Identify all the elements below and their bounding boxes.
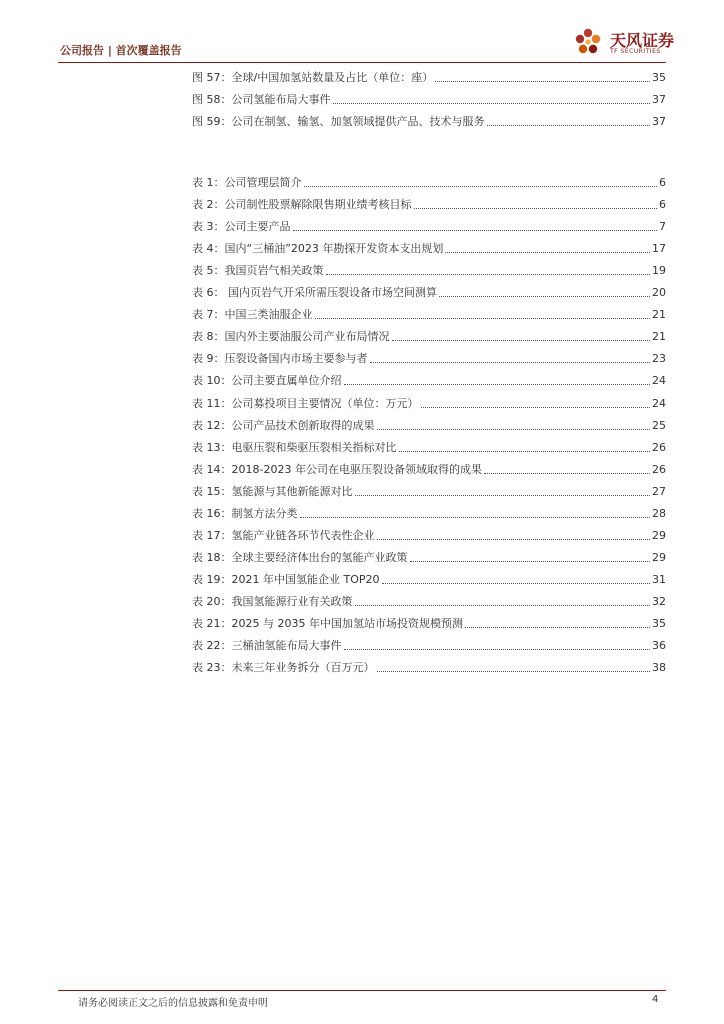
- toc-entry-page: 26: [652, 462, 666, 476]
- toc-entry-label: 表 12：公司产品技术创新取得的成果: [192, 418, 375, 432]
- toc-entry-label: 表 5：我国页岩气相关政策: [192, 264, 324, 278]
- toc-entry-page: 29: [652, 528, 666, 542]
- toc-entry-page: 28: [652, 506, 666, 520]
- toc-entry[interactable]: [192, 370, 666, 388]
- toc-entry-page: 37: [652, 93, 666, 106]
- leader-dots: [333, 102, 651, 104]
- toc-entry-label: 表 10：公司主要直属单位介绍: [192, 374, 342, 388]
- toc-entry-page: 36: [652, 639, 666, 653]
- leader-dots: [377, 428, 651, 430]
- toc-entry-label: 表 1：公司管理层简介: [192, 176, 302, 189]
- toc-entry[interactable]: [192, 67, 666, 85]
- toc-entry-label: 表 4：国内“三桶油”2023 年勘探开发资本支出规划: [192, 242, 444, 256]
- toc-entry-page: 20: [652, 286, 666, 300]
- toc-entry[interactable]: [192, 525, 666, 543]
- toc-entry-page: 35: [652, 71, 666, 84]
- toc-entry[interactable]: [192, 415, 666, 433]
- toc-entry-page: 32: [652, 594, 666, 608]
- page-number: 4: [652, 994, 659, 1005]
- toc-entry[interactable]: [192, 260, 666, 278]
- brand-subtitle: TF SECURITIES: [610, 48, 661, 55]
- toc-entry-page: 7: [659, 220, 666, 234]
- header-divider: [58, 62, 666, 63]
- leader-dots: [484, 472, 650, 474]
- header-left-text: 公司报告 | 首次覆盖报告: [60, 44, 182, 57]
- toc-entry-label: 表 7：中国三类油服企业: [192, 308, 313, 322]
- toc-entry[interactable]: [192, 111, 666, 129]
- toc-entry[interactable]: [192, 304, 666, 322]
- toc-entry[interactable]: [192, 657, 666, 675]
- toc-entry[interactable]: [192, 393, 666, 411]
- toc-entry[interactable]: [192, 89, 666, 107]
- leader-dots: [326, 273, 651, 275]
- toc-entry-label: 表 2：公司制性股票解除限售期业绩考核目标: [192, 198, 412, 212]
- toc-entry[interactable]: [192, 216, 666, 234]
- footer-divider: [58, 990, 666, 991]
- toc-entry-label: 表 22：三桶油氢能布局大事件: [192, 639, 342, 653]
- toc-entry-label: 表 8：国内外主要油服公司产业布局情况: [192, 330, 390, 344]
- toc-entry-label: 表 21：2025 与 2035 年中国加氢站市场投资规模预测: [192, 617, 463, 630]
- toc-entry-label: 图 57：全球/中国加氢站数量及占比（单位：座）: [192, 71, 434, 84]
- toc-entry-page: 21: [652, 308, 666, 322]
- toc-entry-page: 29: [652, 550, 666, 564]
- toc-entry-label: 表 11：公司募投项目主要情况（单位：万元）: [192, 396, 419, 410]
- toc-entry-label: 表 17：氢能产业链各环节代表性企业: [192, 528, 375, 542]
- toc-entry-page: 38: [652, 661, 666, 675]
- toc-entry-label: 表 6： 国内页岩气开采所需压裂设备市场空间测算: [192, 286, 437, 300]
- toc-entry-label: 表 23：未来三年业务拆分（百万元）: [192, 661, 375, 675]
- toc-entry-label: 图 58：公司氢能布局大事件: [192, 93, 331, 106]
- toc-entry-page: 24: [652, 374, 666, 388]
- leader-dots: [377, 670, 651, 672]
- toc-entry[interactable]: [192, 547, 666, 565]
- leader-dots: [355, 604, 651, 606]
- toc-entry[interactable]: [192, 635, 666, 653]
- leader-dots: [487, 124, 651, 126]
- toc-entry-page: 21: [652, 330, 666, 344]
- leader-dots: [414, 207, 658, 209]
- toc-entry-label: 表 15：氢能源与其他新能源对比: [192, 484, 353, 498]
- leader-dots: [300, 516, 651, 518]
- leader-dots: [399, 450, 651, 452]
- toc-entry-label: 图 59：公司在制氢、输氢、加氢领域提供产品、技术与服务: [192, 115, 485, 128]
- toc-entry-page: 27: [652, 484, 666, 498]
- toc-entry[interactable]: [192, 326, 666, 344]
- toc-entry-page: 23: [652, 352, 666, 366]
- toc-entry-page: 35: [652, 617, 666, 630]
- toc-entry-page: 6: [659, 198, 666, 212]
- toc-entry-page: 37: [652, 115, 666, 128]
- brand-name: 天风证券: [610, 31, 675, 50]
- toc-entry[interactable]: [192, 459, 666, 477]
- toc-entry-label: 表 14：2018-2023 年公司在电驱压裂设备领域取得的成果: [192, 462, 482, 476]
- flower-icon: [576, 29, 600, 53]
- leader-dots: [392, 339, 651, 341]
- leader-dots: [382, 582, 651, 584]
- toc-entry-page: 6: [659, 176, 666, 189]
- toc-entry[interactable]: [192, 238, 666, 256]
- leader-dots: [439, 295, 650, 297]
- leader-dots: [344, 383, 651, 385]
- leader-dots: [465, 626, 650, 628]
- toc-entry[interactable]: [192, 591, 666, 609]
- leader-dots: [377, 538, 651, 540]
- toc-entry-label: 表 13：电驱压裂和柴驱压裂相关指标对比: [192, 440, 397, 454]
- toc-entry-page: 25: [652, 418, 666, 432]
- leader-dots: [304, 185, 658, 187]
- toc-entry[interactable]: [192, 194, 666, 212]
- toc-entry-label: 表 18：全球主要经济体出台的氢能产业政策: [192, 550, 408, 564]
- toc-entry-label: 表 9：压裂设备国内市场主要参与者: [192, 352, 368, 366]
- leader-dots: [410, 560, 651, 562]
- toc-entry-label: 表 19：2021 年中国氢能企业 TOP20: [192, 572, 380, 586]
- toc-entry-page: 24: [652, 396, 666, 410]
- toc-entry-page: 17: [652, 242, 666, 256]
- toc-entry[interactable]: [192, 282, 666, 300]
- leader-dots: [293, 229, 658, 231]
- toc-entry[interactable]: [192, 569, 666, 587]
- toc-entry-label: 表 16：制氢方法分类: [192, 506, 298, 520]
- toc-entry[interactable]: [192, 613, 666, 631]
- leader-dots: [370, 361, 651, 363]
- leader-dots: [344, 648, 651, 650]
- leader-dots: [421, 406, 651, 408]
- toc-entry[interactable]: [192, 437, 666, 455]
- leader-dots: [355, 494, 651, 496]
- toc-entry[interactable]: [192, 481, 666, 499]
- toc-entry-page: 26: [652, 440, 666, 454]
- leader-dots: [445, 251, 650, 253]
- toc-entry-label: 表 20：我国氢能源行业有关政策: [192, 594, 353, 608]
- toc-entry[interactable]: [192, 172, 666, 190]
- toc-entry-page: 19: [652, 264, 666, 278]
- leader-dots: [315, 317, 651, 319]
- toc-entry-page: 31: [652, 572, 666, 586]
- toc-entry[interactable]: [192, 348, 666, 366]
- leader-dots: [435, 80, 650, 82]
- toc-entry[interactable]: [192, 503, 666, 521]
- toc-entry-label: 表 3：公司主要产品: [192, 220, 291, 234]
- footer-disclaimer: 请务必阅读正文之后的信息披露和免责申明: [78, 998, 268, 1009]
